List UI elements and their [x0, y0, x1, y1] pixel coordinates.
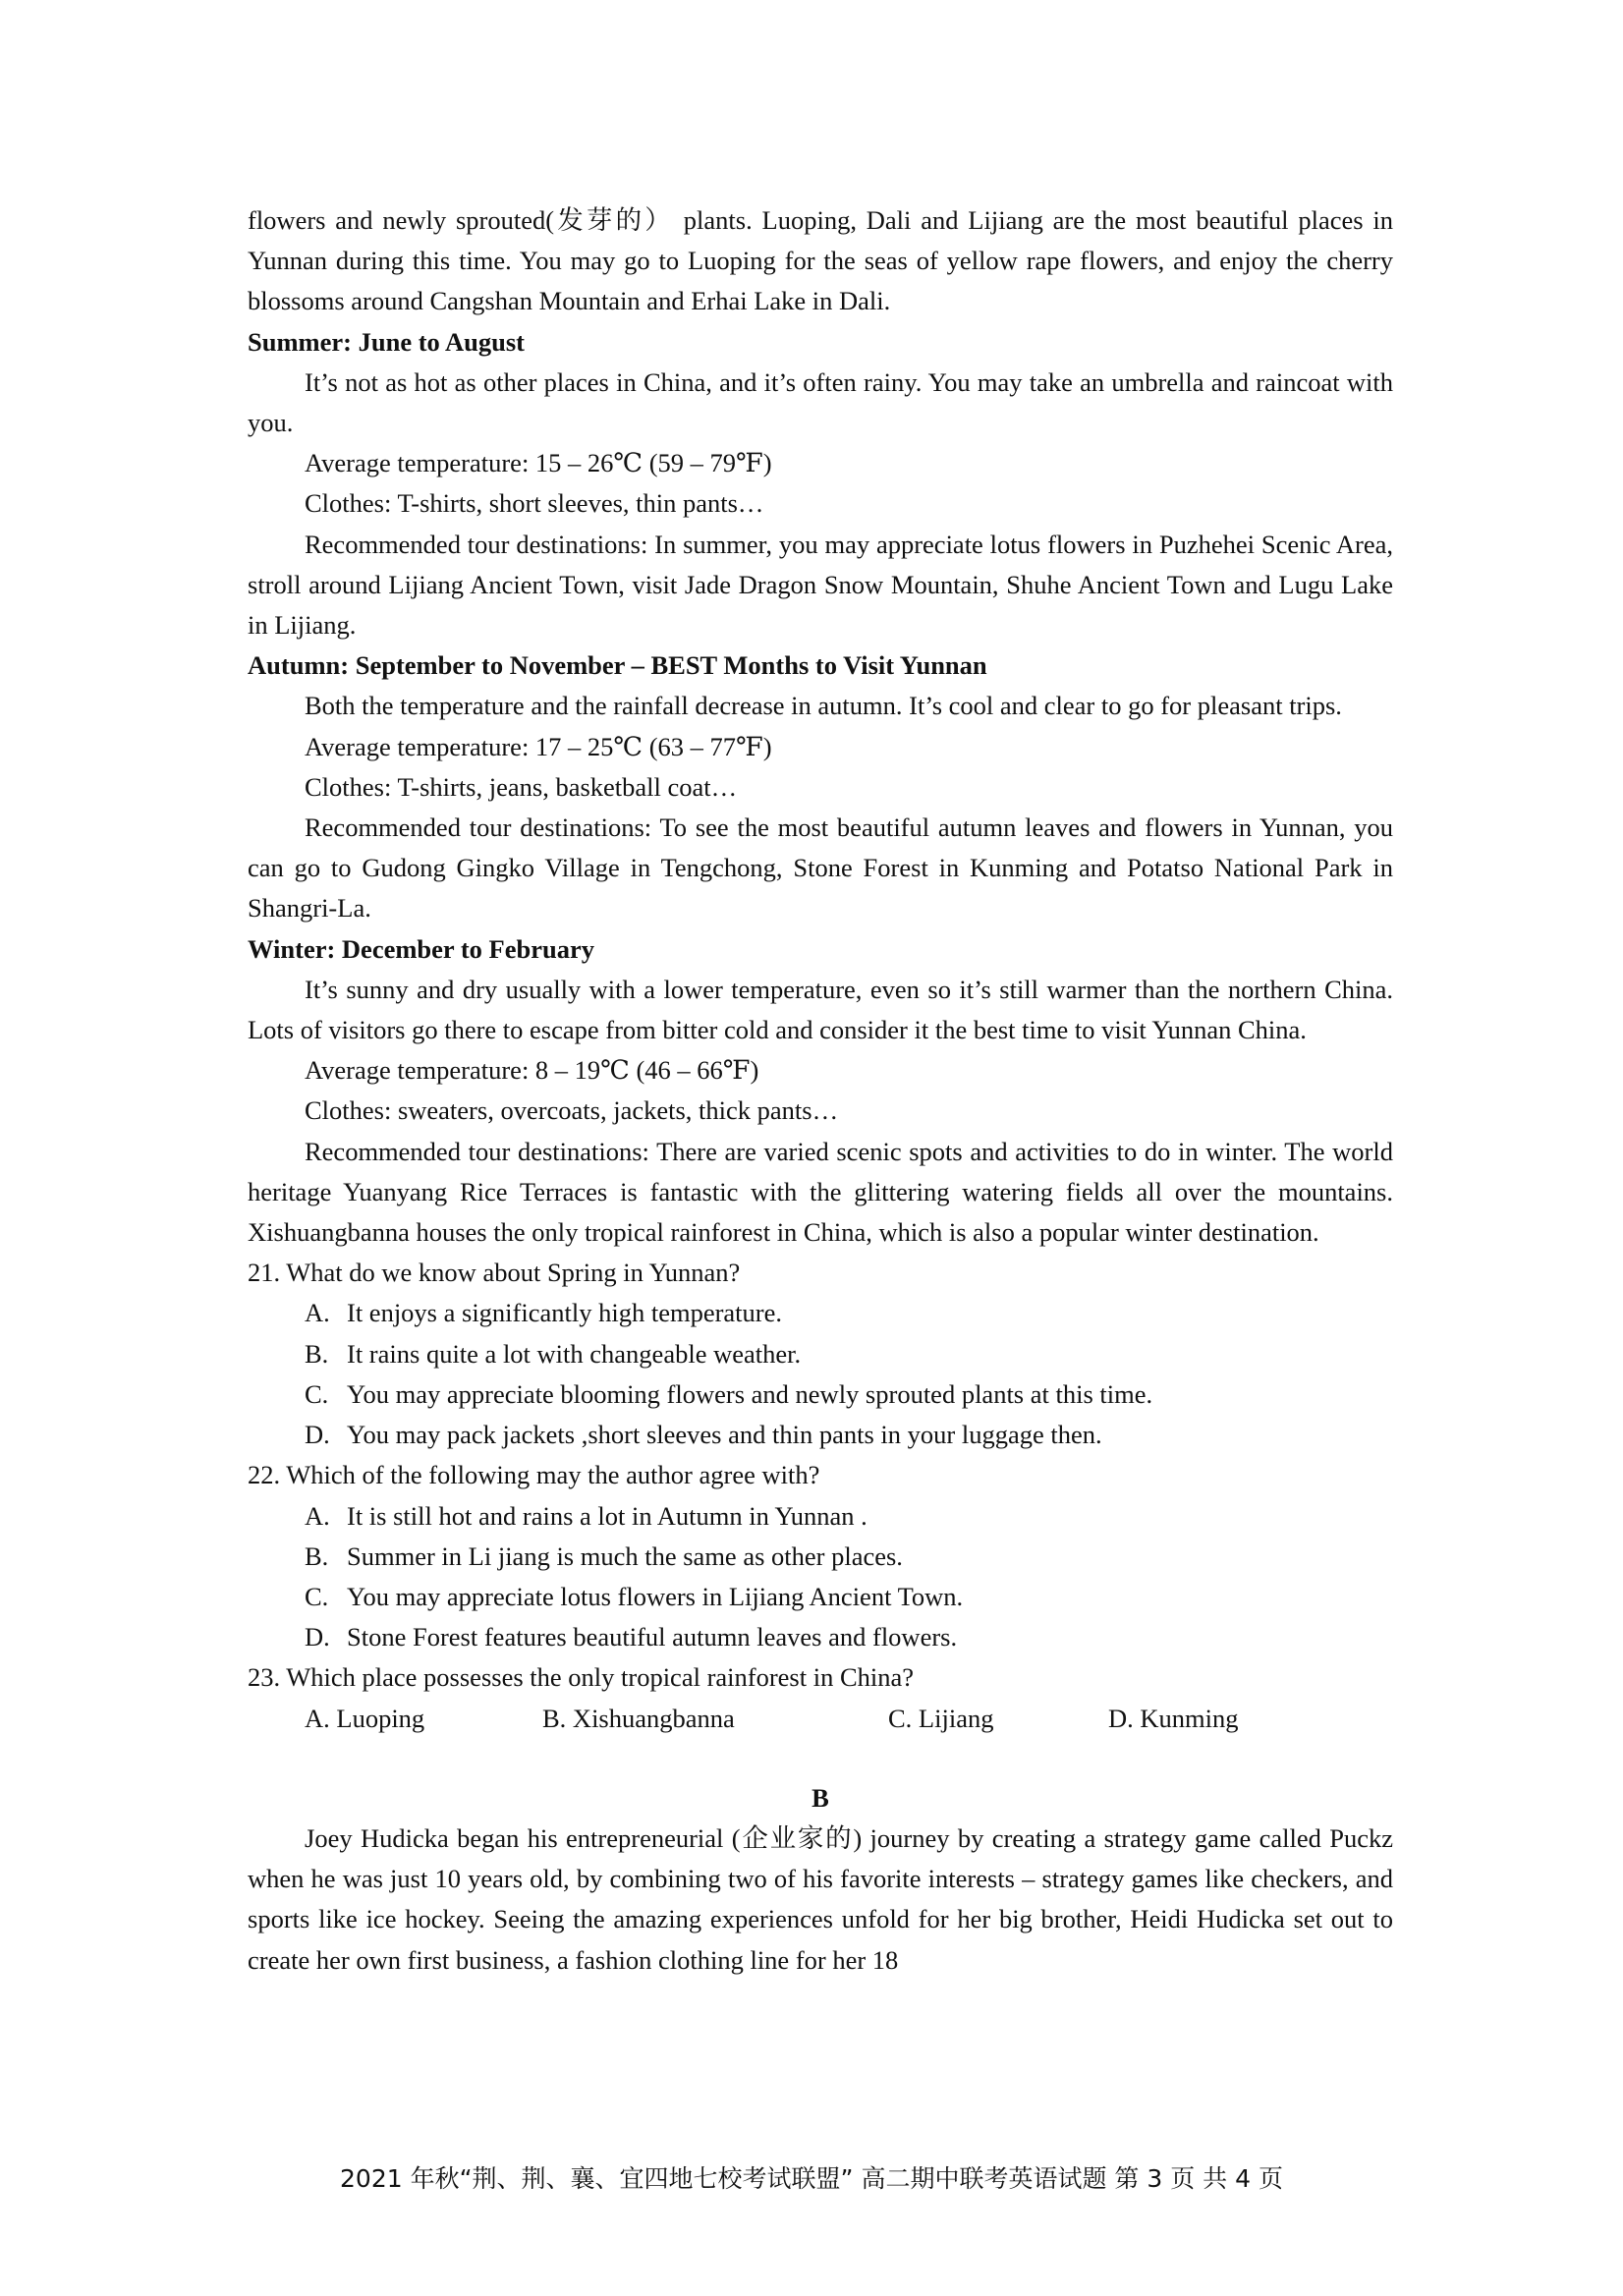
question-21-option-a: A. It enjoys a significantly high temperature.: [305, 1298, 783, 1328]
summer-heading: Summer: June to August: [248, 326, 525, 357]
question-22-option-b: B. Summer in Li jiang is much the same as other places.: [305, 1540, 903, 1571]
question-21-stem: 21. What do we know about Spring in Yunnan?: [248, 1258, 741, 1288]
question-23-option-b: B. Xishuangbanna: [542, 1703, 735, 1733]
exam-page: [248, 200, 1393, 1981]
summer-destinations: Recommended tour destinations: In summer, you may appreciate lotus flowers in Puzhehei Scenic Area, stroll around Lijiang Ancient Town, visit Jade Dragon Snow Mountain, Shuhe Ancient Town and Lugu Lake in Lijiang.: [248, 529, 1393, 641]
autumn-clothes: Clothes: T-shirts, jeans, basketball coat…: [305, 771, 738, 802]
question-21-option-d: D. You may pack jackets ,short sleeves and thin pants in your luggage then.: [305, 1420, 1102, 1450]
autumn-intro: Both the temperature and the rainfall decrease in autumn. It’s cool and clear to go for pleasant trips.: [305, 691, 1342, 721]
question-22-option-c: C. You may appreciate lotus flowers in Lijiang Ancient Town.: [305, 1581, 964, 1611]
question-21-option-b: B. It rains quite a lot with changeable weather.: [305, 1338, 802, 1369]
question-23-option-d: D. Kunming: [1108, 1703, 1239, 1733]
summer-clothes: Clothes: T-shirts, short sleeves, thin pants…: [305, 488, 764, 519]
autumn-heading: Autumn: September to November – BEST Months to Visit Yunnan: [248, 650, 987, 681]
winter-heading: Winter: December to February: [248, 933, 594, 964]
spring-tail-paragraph: flowers and newly sprouted(发芽的） plants. Luoping, Dali and Lijiang are the most beautiful places in Yunnan during this time. You may go to Luoping for the seas of yellow rape flowers, and enjoy the cherry blossoms around Cangshan Mountain and Erhai Lake in Dali.: [248, 205, 1393, 316]
winter-intro: It’s sunny and dry usually with a lower temperature, even so it’s still warmer than the northern China. Lots of visitors go there to escape from bitter cold and consider it the best time to visit Yunnan China.: [248, 974, 1393, 1045]
autumn-destinations: Recommended tour destinations: To see the most beautiful autumn leaves and flowers in Yunnan, you can go to Gudong Gingko Village in Tengchong, Stone Forest in Kunming and Potatso National Park in Shangri-La.: [248, 812, 1393, 924]
passage-b-label: B: [812, 1782, 829, 1813]
page-footer: 2021 年秋“荆、荆、襄、宜四地七校考试联盟” 高二期中联考英语试题 第 3 页 共 4 页: [340, 2164, 1283, 2193]
question-23-option-a: A. Luoping: [305, 1703, 425, 1733]
summer-intro: It’s not as hot as other places in China, and it’s often rainy. You may take an umbrella and raincoat with you.: [248, 366, 1393, 438]
question-22-option-a: A. It is still hot and rains a lot in Autumn in Yunnan .: [305, 1500, 867, 1531]
question-23-stem: 23. Which place possesses the only tropical rainforest in China?: [248, 1662, 915, 1693]
winter-destinations: Recommended tour destinations: There are varied scenic spots and activities to do in winter. The world heritage Yuanyang Rice Terraces is fantastic with the glittering watering fields all over the mountains. Xishuangbanna houses the only tropical rainforest in China, which is also a popular winter destination.: [248, 1136, 1393, 1248]
question-22-stem: 22. Which of the following may the author agree with?: [248, 1460, 820, 1490]
summer-temperature: Average temperature: 15 – 26℃ (59 – 79℉): [305, 448, 772, 478]
question-23-option-c: C. Lijiang: [888, 1703, 994, 1733]
winter-clothes: Clothes: sweaters, overcoats, jackets, thick pants…: [305, 1095, 839, 1126]
question-22-option-d: D. Stone Forest features beautiful autumn leaves and flowers.: [305, 1622, 958, 1652]
question-21-option-c: C. You may appreciate blooming flowers and newly sprouted plants at this time.: [305, 1378, 1153, 1409]
winter-temperature: Average temperature: 8 – 19℃ (46 – 66℉): [305, 1055, 759, 1086]
autumn-temperature: Average temperature: 17 – 25℃ (63 – 77℉): [305, 731, 772, 761]
passage-b-paragraph: Joey Hudicka began his entrepreneurial (企业家的) journey by creating a strategy game called Puckz when he was just 10 years old, by combining two of his favorite interests – strategy games like checkers, and sports like ice hockey. Seeing the amazing experiences unfold for her big brother, Heidi Hudicka set out to create her own first business, a fashion clothing line for her 18: [248, 1822, 1393, 1975]
question-23-options: [248, 1699, 1393, 1739]
